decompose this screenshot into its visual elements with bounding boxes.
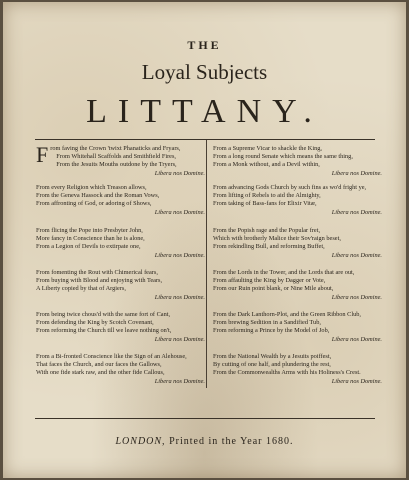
verse-line: With one fide stark raw, and the other fide Callous, [36,369,165,377]
stanza [36,269,208,302]
verse-line: From the Popish rage and the Popular fret, [213,227,321,234]
stanza [36,184,208,217]
verse-line: From a Bi-fronted Conscience like the Sign of an Alehouse, [36,353,187,360]
verse-line: From the National Wealth by a Jesuits poiffest, [213,353,332,360]
verse-line: From reforming the Church till we leave nothing on't, [36,327,172,335]
stanza [36,353,208,386]
verse-line: From the Commonwealths Arms with his Holiness's Crest. [213,369,361,377]
stanza [36,227,208,260]
verse-line: More fancy in Conscience than he is alone, [36,235,145,243]
verse-line: From a long round Senate which means the same thing, [213,153,353,161]
response-line: Libera nos Domine. [154,293,205,301]
verse-line: From defending the King by Scotch Covenant, [36,319,154,327]
stanza [36,311,208,344]
verse-line: From rekindling Bull, and reforming Buffet, [213,243,325,251]
verse-line: From the Dark Lanthorn-Plot, and the Green Ribbon Club, [213,311,361,318]
verse-line: From buying with Blood and enjoying with Tears, [36,277,163,285]
response-line: Libera nos Domine. [331,335,382,343]
response-line: Libera nos Domine. [154,377,205,385]
verse-line: From every Religion which Treason allows, [36,184,147,191]
title-subtitle: Loyal Subjects [141,60,268,84]
stanza [213,353,385,386]
stanza [213,227,385,260]
drop-cap: F [36,142,49,167]
verse-line: From Whitehall Scaffolds and Smithfield Fires, [56,153,176,161]
verse-line: A Liberty copied by that of Argiers, [36,285,126,293]
broadside-sheet [3,2,406,478]
verse-line: From the Jesuits Mouths outdone by the Tryers, [56,161,177,169]
verse-line: From affronting of God, or adoring of Shows, [36,200,152,208]
response-line: Libera nos Domine. [331,293,382,301]
stanza [213,311,385,344]
verse-line: From the Geneva Hassock and the Roman Vows, [36,192,160,200]
verse-line: From reforming a Prince by the Model of Job, [213,327,330,335]
stanza [213,269,385,302]
response-line: Libera nos Domine. [331,377,382,385]
verse-line: From being twice chous'd with the same fort of Cant, [36,311,171,318]
stanza [36,142,208,178]
imprint-date: Printed in the Year 1680. [169,436,294,447]
page-title: LITTANY. [86,93,323,130]
response-line: Libera nos Domine. [331,208,382,216]
response-line: Libera nos Domine. [154,208,205,216]
imprint [3,436,406,447]
response-line: Libera nos Domine. [154,169,205,177]
verse-line: By cutting of one half, and plundering the rest, [213,361,331,369]
verse-line: From our Ruin point blank, or Nine Mile about, [213,285,334,293]
verse-line: From brewing Sedition in a Sandified Tub, [213,319,321,327]
verse-line: From taking of Bass-fans for Elixir Vitæ, [213,200,317,208]
verse-line: From advancing Gods Church by such fins as wo'd fright ye, [213,184,367,191]
verse-line: Which with brotherly Malice their Sov'raign beset, [213,235,341,243]
verse-line: From a Monk without, and a Devil within, [213,161,320,169]
verse-line: From affaulting the King by Dagger or Vote, [213,277,326,285]
imprint-place: LONDON, [115,436,166,447]
stanza [213,145,385,178]
verse-line: From lifting of Rebels to aid the Almighty, [213,192,321,200]
response-line: Libera nos Domine. [331,169,382,177]
verse-line: From the Lords in the Tower, and the Lords that are out, [213,269,355,276]
title-article: THE [187,38,222,52]
response-line: Libera nos Domine. [154,251,205,259]
verse-line: From a Supreme Vicar to shackle the King, [213,145,322,152]
top-rule [35,139,375,140]
verse-line: rom faving the Crown 'twixt Phanaticks and Fryars, [50,145,181,152]
verse-line: From flicing the Pope into Presbyter John, [36,227,143,234]
verse-line: From a Legion of Devils to extirpate one, [36,243,141,251]
response-line: Libera nos Domine. [154,335,205,343]
bottom-rule [35,418,375,419]
response-line: Libera nos Domine. [331,251,382,259]
stanza [213,184,385,217]
verse-line: From fomenting the Rout with Chimerical fears, [36,269,158,276]
verse-line: That faces the Church, and our faces the Gallows, [36,361,162,369]
